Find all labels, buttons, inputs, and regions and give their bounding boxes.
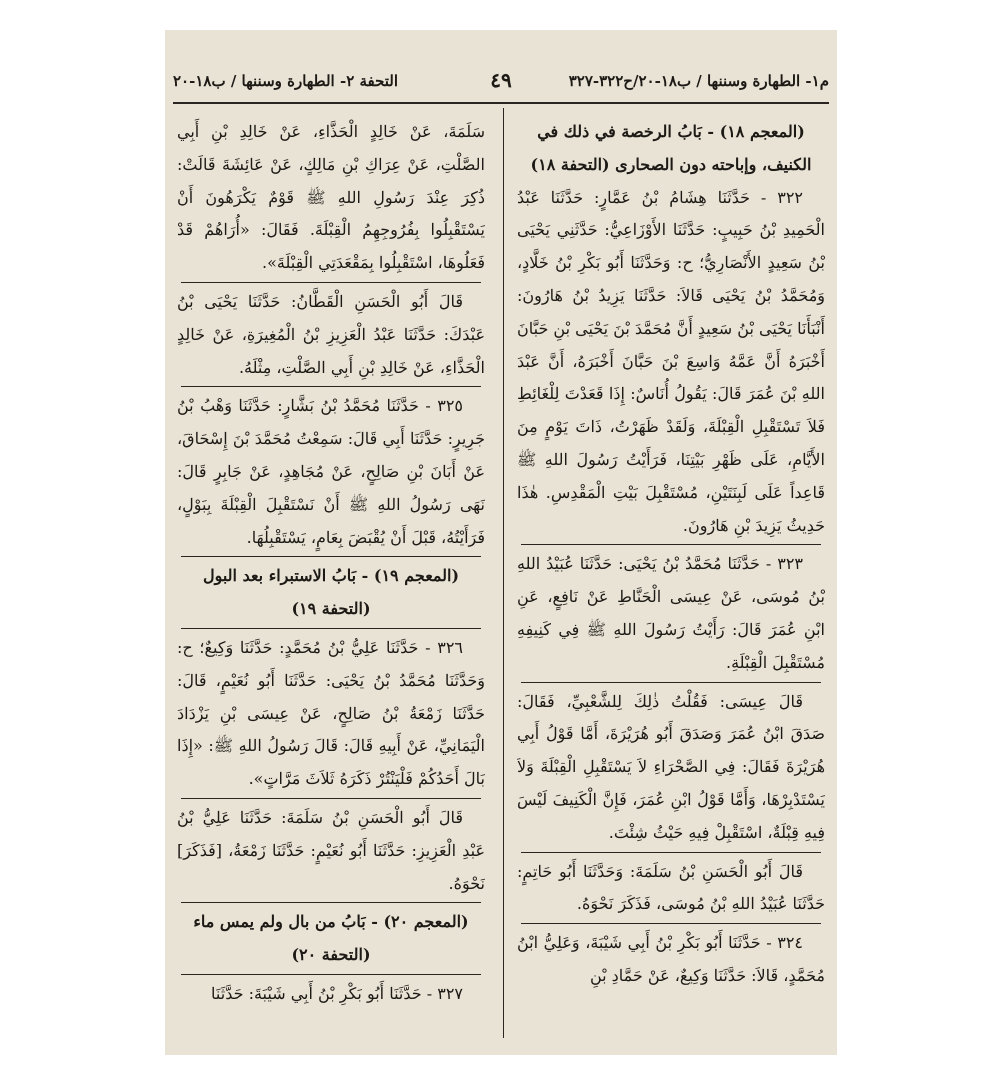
right-column [517,116,825,1055]
header-tuhfa-ref: التحفة ٢- الطهارة وسننها / ب١٨-٢٠ [173,72,399,90]
hadith-separator [181,628,481,629]
page-number: ٤٩ [490,68,512,92]
hadith-separator [181,798,481,799]
hadith-326: ٣٢٦ - حَدَّثَنَا عَلِيُّ بْنُ مُحَمَّدٍ: حَدَّثَنَا وَكِيعٌ؛ ح: وَحَدَّثَنَا مُحَمَّدُ بْنُ يَحْيَى: حَدَّثَنَا أَبُو نُعَيْمٍ، قَالَ: حَدَّثَنَا زَمْعَةُ بْنُ صَالِحٍ، عَنْ عِيسَى بْنِ يَزْدَادَ الْيَمَانِيِّ، عَنْ أَبِيهِ قَالَ: قَالَ رَسُولُ اللهِ ﷺ: «إِذَا بَالَ أَحَدُكُمْ فَلْيَنْتُرْ ذَكَرَهُ ثَلاَثَ مَرَّاتٍ». [177,637,485,789]
hadith-separator [521,682,821,683]
hadith-324: ٣٢٤ - حَدَّثَنَا أَبُو بَكْرِ بْنُ أَبِي شَيْبَةَ، وَعَلِيُّ ابْنُ مُحَمَّدٍ، قَالاَ: حَدَّثَنَا وَكِيعٌ، عَنْ حَمَّادِ بْنِ [517,933,825,985]
hadith-separator [521,852,821,853]
ibn-salama-note-326: قَالَ أَبُو الْحَسَنِ بْنُ سَلَمَةَ: حَدَّثَنَا عَلِيُّ بْنُ عَبْدِ الْعَزِيزِ: حَدَّثَنَا أَبُو نُعَيْمٍ: حَدَّثَنَا زَمْعَةُ، [فَذَكَرَ] نَحْوَهُ. [177,807,485,893]
hadith-separator [181,902,481,903]
isa-commentary: قَالَ عِيسَى: فَقُلْتُ ذٰلِكَ لِلشَّعْبِيِّ، فَقَالَ: صَدَقَ ابْنُ عُمَرَ وَصَدَقَ أَبُو هُرَيْرَةَ، أَمَّا قَوْلُ أَبِي هُرَيْرَةَ فَقَالَ: فِي الصَّحْرَاءِ لاَ يَسْتَقْبِلِ الْقِبْلَةَ وَلاَ يَسْتَدْبِرْهَا، وَأَمَّا قَوْلُ ابْنِ عُمَرَ، فَإِنَّ الْكَنِيفَ لَيْسَ فِيهِ قِبْلَةٌ، اسْتَقْبِلْ فِيهِ حَيْثُ شِئْتَ. [517,691,825,842]
hadith-327: ٣٢٧ - حَدَّثَنَا أَبُو بَكْرِ بْنُ أَبِي شَيْبَةَ: حَدَّثَنَا [211,983,463,1003]
chapter-heading-20: (المعجم ٢٠) - بَابُ من بال ولم يمس ماء (التحفة ٢٠) [193,912,469,965]
left-column [177,116,485,1055]
column-divider [503,108,504,1038]
hadith-323: ٣٢٣ - حَدَّثَنَا مُحَمَّدُ بْنُ يَحْيَى: حَدَّثَنَا عُبَيْدُ اللهِ بْنُ مُوسَى، عَنْ عِيسَى الْحَنَّاطِ عَنْ نَافِعٍ، عَنِ ابْنِ عُمَرَ قَالَ: رَأَيْتُ رَسُولَ اللهِ ﷺ فِي كَنِيفِهِ مُسْتَقْبِلَ الْقِبْلَةِ. [517,554,825,672]
chapter-heading-19: (المعجم ١٩) - بَابُ الاستبراء بعد البول (التحفة ١٩) [202,566,460,619]
book-page [165,30,837,1055]
hadith-324-continued: سَلَمَةَ، عَنْ خَالِدٍ الْحَذَّاءِ، عَنْ خَالِدِ بْنِ أَبِي الصَّلْتِ، عَنْ عِرَاكِ بْنِ مَالِكٍ، عَنْ عَائِشَةَ قَالَتْ: ذُكِرَ عِنْدَ رَسُولِ اللهِ ﷺ قَوْمٌ يَكْرَهُونَ أَنْ يَسْتَقْبِلُوا بِفُرُوجِهِمُ الْقِبْلَةَ. فَقَالَ: «أُرَاهُمْ قَدْ فَعَلُوهَا، اسْتَقْبِلُوا بِمَقْعَدَتِي الْقِبْلَةَ». [177,122,485,273]
hadith-separator [181,974,481,975]
hadith-separator [181,556,481,557]
chapter-heading-18: (المعجم ١٨) - بَابُ الرخصة في ذلك في الكنيف، وإباحته دون الصحارى (التحفة ١٨) [530,122,812,174]
qattan-note-324: قَالَ أَبُو الْحَسَنِ الْقَطَّانُ: حَدَّثَنَا يَحْيَى بْنُ عَبْدَكَ: حَدَّثَنَا عَبْدُ الْعَزِيزِ بْنُ الْمُغِيرَةِ، عَنْ خَالِدٍ الْحَذَّاءِ، عَنْ خَالِدِ بْنِ أَبِي الصَّلْتِ، مِثْلَهُ. [177,291,485,377]
hadith-separator [181,282,481,283]
running-header [173,68,829,98]
hadith-separator [181,386,481,387]
hadith-322: ٣٢٢ - حَدَّثَنَا هِشَامُ بْنُ عَمَّارٍ: حَدَّثَنَا عَبْدُ الْحَمِيدِ بْنُ حَبِيبٍ: حَدَّثَنَا الأَوْزَاعِيُّ: حَدَّثَنِي يَحْيَى بْنُ سَعِيدٍ الأَنْصَارِيُّ؛ ح: وَحَدَّثَنَا أَبُو بَكْرِ بْنُ خَلَّادٍ، وَمُحَمَّدُ بْنُ يَحْيَى قَالاَ: حَدَّثَنَا يَزِيدُ بْنُ هَارُونَ: أَنْبَأَنَا يَحْيَى بْنُ سَعِيدٍ أَنَّ مُحَمَّدَ بْنَ يَحْيَى بْنِ حَبَّانَ أَخْبَرَهُ أَنَّ عَمَّهُ وَاسِعَ بْنَ حَبَّانَ أَخْبَرَهُ، أَنَّ عَبْدَ اللهِ بْنَ عُمَرَ قَالَ: يَقُولُ أُنَاسٌ: إِذَا قَعَدْتَ لِلْغَائِطِ فَلاَ تَسْتَقْبِلِ الْقِبْلَةَ، وَلَقَدْ ظَهَرْتُ، ذَاتَ يَوْمٍ مِنَ الأَيَّامِ، عَلَى ظَهْرِ بَيْتِنَا، فَرَأَيْتُ رَسُولَ اللهِ ﷺ قَاعِداً عَلَى لَبِنَتَيْنِ، مُسْتَقْبِلَ بَيْتِ الْمَقْدِسِ. هٰذَا حَدِيثُ يَزِيدَ بْنِ هَارُونَ. [517,187,825,535]
ibn-salama-note-323: قَالَ أَبُو الْحَسَنِ بْنُ سَلَمَةَ: وَحَدَّثَنَا أَبُو حَاتِمٍ: حَدَّثَنَا عُبَيْدُ اللهِ بْنُ مُوسَى، فَذَكَرَ نَحْوَهُ. [517,861,825,914]
hadith-325: ٣٢٥ - حَدَّثَنَا مُحَمَّدُ بْنُ بَشَّارٍ: حَدَّثَنَا وَهْبُ بْنُ جَرِيرٍ: حَدَّثَنَا أَبِي قَالَ: سَمِعْتُ مُحَمَّدَ بْنَ إِسْحَاقَ، عَنْ أَبَانَ بْنِ صَالِحٍ، عَنْ مُجَاهِدٍ، عَنْ جَابِرٍ قَالَ: نَهَى رَسُولُ اللهِ ﷺ أَنْ نَسْتَقْبِلَ الْقِبْلَةَ بِبَوْلٍ، فَرَأَيْتُهُ، قَبْلَ أَنْ يُقْبَضَ بِعَامٍ، يَسْتَقْبِلُهَا. [177,396,485,547]
hadith-separator [521,923,821,924]
header-chapter-ref: م١- الطهارة وسننها / ب١٨-٢٠/ح٣٢٢-٣٢٧ [568,72,829,90]
header-rule [173,102,829,104]
hadith-separator [521,544,821,545]
